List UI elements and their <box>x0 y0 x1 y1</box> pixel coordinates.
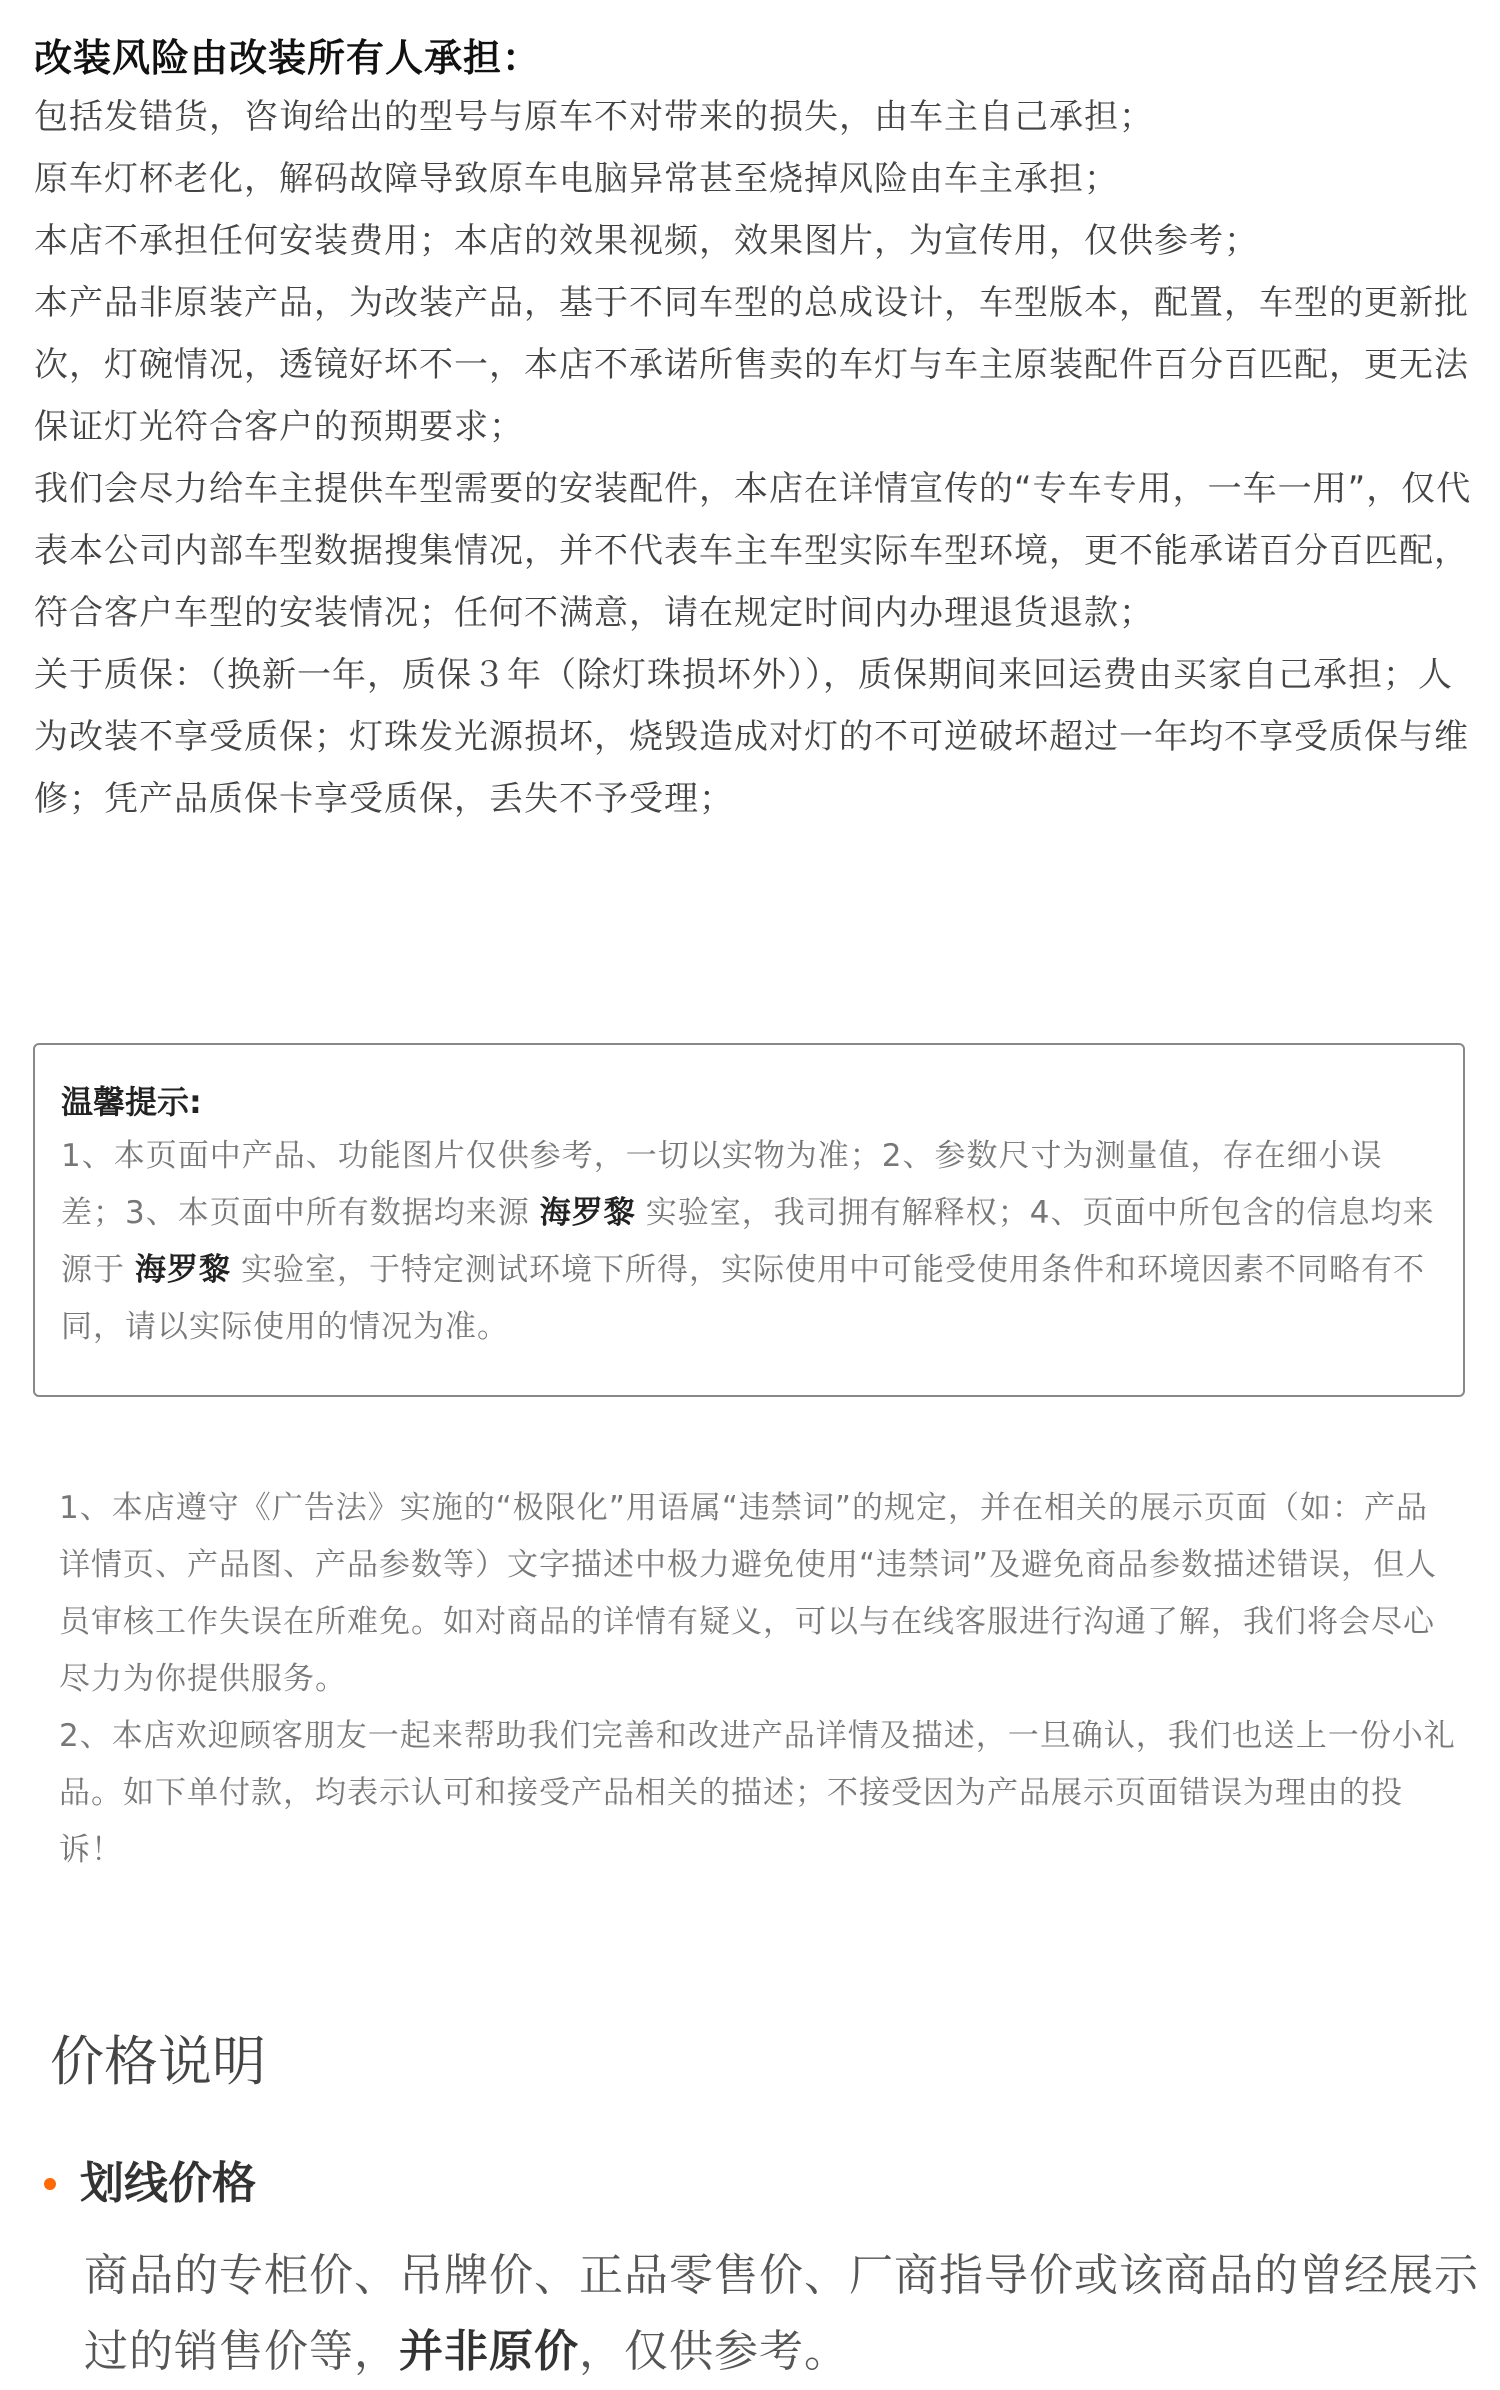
price-desc-emphasis: 并非原价 <box>399 2326 579 2377</box>
price-desc-text: 商品的专柜价、吊牌价、正品零售价、厂商指导价或该商品的曾经展示过的销售价等， <box>84 2250 1479 2377</box>
price-desc-tail: ，仅供参考。 <box>579 2326 849 2377</box>
risk-paragraph: 关于质保：（换新一年，质保３年（除灯珠损坏外）），质保期间来回运费由买家自己承担；人为改装不享受质保；灯珠发光源损坏，烧毁造成对灯的不可逆破坏超过一年均不享受质保与维修；凭产品质保卡享受质保，丢失不予受理； <box>34 655 1469 819</box>
price-item <box>44 2152 256 2216</box>
risk-title: 改装风险由改装所有人承担： <box>34 36 542 80</box>
tips-text: 实验室，我司拥有解释权；4、页面中所包含的信息均来源于 <box>61 1195 1435 1288</box>
tips-title: 温馨提示: <box>61 1083 202 1121</box>
risk-paragraph: 原车灯杯老化，解码故障导致原车电脑异常甚至烧掉风险由车主承担； <box>34 159 1119 199</box>
notice-item: 2、本店欢迎顾客朋友一起来帮助我们完善和改进产品详情及描述，一旦确认，我们也送上一份小礼品。如下单付款，均表示认可和接受产品相关的描述；不接受因为产品展示页面错误为理由的投诉！ <box>59 1718 1456 1868</box>
risk-paragraph: 我们会尽力给车主提供车型需要的安装配件，本店在详情宣传的“专车专用，一车一用”，仅代表本公司内部车型数据搜集情况，并不代表车主车型实际车型环境，更不能承诺百分百匹配，符合客户车型的安装情况；任何不满意，请在规定时间内办理退货退款； <box>34 469 1472 633</box>
price-item-title: 划线价格 <box>80 2158 256 2209</box>
tips-body <box>61 1128 1437 1356</box>
brand-name: 海罗黎 <box>539 1195 636 1231</box>
price-heading: 价格说明 <box>50 2030 266 2093</box>
risk-paragraph: 包括发错货，咨询给出的型号与原车不对带来的损失，由车主自己承担； <box>34 97 1154 137</box>
notice-section <box>59 1480 1459 1879</box>
risk-section <box>34 30 1484 830</box>
tips-text: 1、本页面中产品、功能图片仅供参考，一切以实物为准；2、参数尺寸为测量值，存在细小误差；3、本页面中所有数据均来源 <box>61 1138 1383 1231</box>
bullet-dot-icon <box>44 2178 56 2190</box>
notice-item: 1、本店遵守《广告法》实施的“极限化”用语属“违禁词”的规定，并在相关的展示页面（如：产品详情页、产品图、产品参数等）文字描述中极力避免使用“违禁词”及避免商品参数描述错误，但人员审核工作失误在所难免。如对商品的详情有疑义，可以与在线客服进行沟通了解，我们将会尽心尽力为你提供服务。 <box>59 1490 1438 1697</box>
tips-text: 实验室，于特定测试环境下所得，实际使用中可能受使用条件和环境因素不同略有不同，请以实际使用的情况为准。 <box>61 1252 1425 1345</box>
price-description <box>84 2238 1484 2390</box>
tips-box <box>33 1043 1465 1397</box>
risk-paragraph: 本产品非原装产品，为改装产品，基于不同车型的总成设计，车型版本，配置，车型的更新批次，灯碗情况，透镜好坏不一，本店不承诺所售卖的车灯与车主原装配件百分百匹配，更无法保证灯光符合客户的预期要求； <box>34 283 1469 447</box>
risk-paragraph: 本店不承担任何安装费用；本店的效果视频，效果图片，为宣传用，仅供参考； <box>34 221 1259 261</box>
brand-name: 海罗黎 <box>135 1252 231 1288</box>
